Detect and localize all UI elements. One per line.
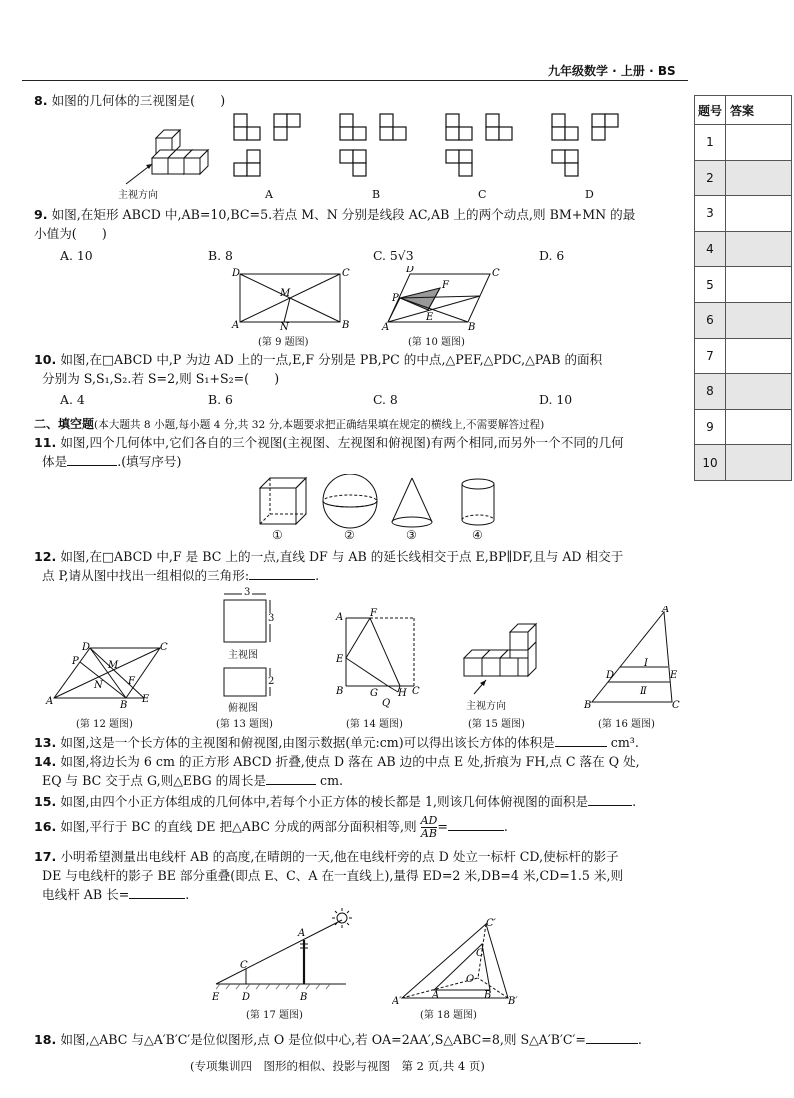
answer-row-num: 2: [695, 160, 726, 196]
svg-text:A′: A′: [392, 996, 402, 1006]
q9-option-c[interactable]: C. 5√3: [373, 248, 414, 263]
question-16: 16. 如图,平行于 BC 的直线 DE 把△ABC 分成的两部分面积相等,则 $\frac{AD}{AB}$ = .: [34, 814, 508, 840]
q10-figure: [380, 266, 510, 332]
q8-option-b[interactable]: B: [372, 188, 381, 201]
svg-text:D: D: [242, 992, 251, 1003]
q9-figure: [228, 266, 358, 332]
svg-text:A: A: [382, 322, 390, 332]
q9-option-d[interactable]: D. 6: [539, 248, 565, 263]
q8-option-c[interactable]: C: [478, 188, 487, 201]
q10-option-d[interactable]: D. 10: [539, 392, 573, 407]
answer-row-num: 6: [695, 302, 726, 338]
answer-row-num: 8: [695, 374, 726, 410]
svg-text:D: D: [82, 642, 91, 653]
q17-figure: [210, 906, 370, 1006]
answer-cell[interactable]: [726, 338, 792, 374]
answer-row-num: 4: [695, 231, 726, 267]
answer-blank[interactable]: [588, 793, 632, 806]
svg-text:O: O: [466, 974, 475, 985]
unit-text: cm³.: [610, 735, 639, 750]
question-11: [34, 433, 694, 471]
svg-text:C: C: [160, 642, 168, 653]
answer-cell[interactable]: [726, 445, 792, 481]
q13-front-label: 主视图: [228, 650, 258, 661]
svg-text:B′: B′: [508, 996, 518, 1006]
question-text: 体是: [42, 454, 68, 469]
q11-label-1: ①: [272, 528, 283, 542]
q9-option-a[interactable]: A. 10: [60, 248, 93, 263]
answer-cell[interactable]: [726, 374, 792, 410]
svg-text:B: B: [468, 322, 476, 332]
svg-text:E: E: [670, 670, 678, 681]
answer-row-num: 1: [695, 125, 726, 161]
answer-blank[interactable]: [67, 453, 117, 466]
svg-text:B: B: [342, 320, 350, 331]
question-14: [34, 752, 694, 790]
section-note: (本大题共 8 小题,每小题 4 分,共 32 分,本题要求把正确结果填在规定的横线上,不需要解答过程): [94, 419, 545, 431]
q12-caption: (第 12 题图): [76, 719, 133, 730]
svg-text:P: P: [72, 656, 79, 667]
answer-blank[interactable]: [129, 886, 185, 899]
question-text: 分别为 S,S₁,S₂.若 S=2,则 S₁+S₂=( ): [42, 371, 280, 386]
question-number: 8.: [34, 93, 48, 108]
unit-text: cm.: [320, 773, 344, 788]
svg-text:B: B: [336, 686, 344, 697]
answer-cell[interactable]: [726, 231, 792, 267]
q14-figure: [328, 606, 424, 716]
answer-table: [694, 95, 792, 481]
svg-text:F: F: [370, 608, 377, 619]
answer-blank[interactable]: [555, 734, 607, 747]
svg-text:C′: C′: [486, 918, 496, 929]
svg-text:F: F: [128, 676, 135, 687]
svg-text:F: F: [442, 280, 449, 291]
question-text: 如图,△ABC 与△A′B′C′是位似图形,点 O 是位似中心,若 OA=2AA′,S△ABC=8,则 S△A′B′C′=: [60, 1032, 586, 1047]
svg-text:C: C: [240, 960, 248, 971]
header-title: 九年级数学 · 上册 · BS: [548, 64, 676, 78]
answer-row-num: 7: [695, 338, 726, 374]
answer-cell[interactable]: [726, 160, 792, 196]
fraction-denominator: AB: [420, 827, 437, 840]
question-text: 点 P,请从图中找出一组相似的三角形:: [42, 568, 250, 583]
q8-option-a[interactable]: A: [265, 188, 273, 201]
q11-label-4: ④: [472, 528, 483, 542]
q15-figure: [456, 620, 546, 700]
svg-text:N: N: [94, 680, 103, 691]
q15-view-label: 主视方向: [466, 701, 506, 712]
question-number: 18.: [34, 1032, 57, 1047]
question-text: .(填写序号): [117, 454, 182, 469]
question-text: 如图,将边长为 6 cm 的正方形 ABCD 折叠,使点 D 落在 AB 边的中点 E 处,折痕为 FH,点 C 落在 Q 处,: [60, 754, 640, 769]
question-12: 12. 如图,在□ABCD 中,F 是 BC 上的一点,直线 DF 与 AB 的延长线相交于点 E,BP∥DF,且与 AD 相交于 点 P,请从图中找出一组相似的三角形: .: [34, 549, 624, 583]
q11-label-3: ③: [406, 528, 417, 542]
question-number: 16.: [34, 819, 57, 834]
svg-text:A: A: [662, 606, 670, 615]
q10-option-b[interactable]: B. 6: [208, 392, 233, 407]
answer-row-num: 9: [695, 409, 726, 445]
svg-text:D: D: [406, 266, 415, 275]
question-13: [34, 733, 639, 752]
question-text: 如图,这是一个长方体的主视图和俯视图,由图示数据(单元:cm)可以得出该长方体的体积是: [60, 735, 555, 750]
q16-caption: (第 16 题图): [598, 719, 655, 730]
question-10: [34, 350, 694, 388]
svg-text:N: N: [280, 322, 289, 332]
answer-cell[interactable]: [726, 267, 792, 303]
svg-text:Ⅰ: Ⅰ: [644, 658, 648, 669]
question-text: 小明希望测量出电线杆 AB 的高度,在晴朗的一天,他在电线杆旁的点 D 处立一标杆 CD,使标杆的影子: [60, 849, 619, 864]
question-number: 11.: [34, 435, 57, 450]
q10-option-a[interactable]: A. 4: [60, 392, 85, 407]
page-footer: (专项集训四 图形的相似、投影与视图 第 2 页,共 4 页): [190, 1059, 485, 1073]
q13-dim-depth: 2: [268, 676, 275, 687]
question-text: 如图,由四个小正方体组成的几何体中,若每个小正方体的棱长都是 1,则该几何体俯视图的面积是: [60, 794, 589, 809]
svg-text:H: H: [398, 688, 407, 699]
svg-text:E: E: [426, 312, 434, 323]
question-17: 17. 小明希望测量出电线杆 AB 的高度,在晴朗的一天,他在电线杆旁的点 D 处立一标杆 CD,使标杆的影子 DE 与电线杆的影子 BE 部分重叠(即点 E、C、A 在一直线上),量得 ED=2 米,DB=4 米,CD=1.5 米,则 电线杆 AB 长= .: [34, 849, 624, 902]
svg-text:A: A: [46, 696, 54, 707]
question-text: 如图,四个几何体中,它们各自的三个视图(主视图、左视图和俯视图)有两个相同,而另外一个不同的几何: [60, 435, 624, 450]
question-number: 14.: [34, 754, 57, 769]
svg-text:C: C: [412, 686, 420, 697]
svg-text:Ⅱ: Ⅱ: [640, 686, 647, 697]
question-number: 9.: [34, 207, 48, 222]
svg-text:D: D: [606, 670, 615, 681]
q13-top-label: 俯视图: [228, 703, 258, 714]
svg-text:E: E: [142, 694, 150, 705]
answer-blank[interactable]: [266, 772, 316, 785]
answer-blank[interactable]: [448, 818, 504, 831]
question-text: 如图的几何体的三视图是( ): [51, 93, 226, 108]
question-text: 电线杆 AB 长=: [42, 887, 130, 902]
q17-caption: (第 17 题图): [246, 1010, 303, 1021]
answer-cell[interactable]: [726, 125, 792, 161]
answer-cell[interactable]: [726, 409, 792, 445]
svg-text:Q: Q: [382, 698, 391, 709]
q10-option-c[interactable]: C. 8: [373, 392, 398, 407]
section-title: 二、填空题: [34, 417, 95, 431]
question-18: 18. 如图,△ABC 与△A′B′C′是位似图形,点 O 是位似中心,若 OA=2AA′,S△ABC=8,则 S△A′B′C′= .: [34, 1032, 642, 1047]
answer-row-num: 5: [695, 267, 726, 303]
svg-text:A: A: [232, 320, 240, 331]
q16-figure: [582, 606, 682, 712]
svg-text:M: M: [280, 288, 291, 299]
q13-dim-width: 3: [244, 587, 251, 598]
answer-blank[interactable]: [586, 1031, 638, 1044]
svg-text:A: A: [298, 928, 306, 939]
svg-text:C: C: [476, 948, 484, 959]
answer-blank[interactable]: [249, 567, 315, 580]
answer-row-num: 3: [695, 196, 726, 232]
svg-text:P: P: [392, 293, 399, 304]
question-15: 15. 如图,由四个小正方体组成的几何体中,若每个小正方体的棱长都是 1,则该几何体俯视图的面积是 .: [34, 794, 637, 809]
svg-text:C: C: [492, 268, 500, 279]
question-number: 13.: [34, 735, 57, 750]
q8-option-views: [232, 112, 672, 184]
q13-caption: (第 13 题图): [216, 719, 273, 730]
svg-text:C: C: [672, 700, 680, 711]
svg-text:B: B: [584, 700, 592, 711]
q9-caption: (第 9 题图): [258, 337, 309, 348]
svg-text:G: G: [370, 688, 378, 699]
svg-text:M: M: [108, 660, 119, 671]
question-text: EQ 与 BC 交于点 G,则△EBG 的周长是: [42, 773, 267, 788]
question-text: 如图,在□ABCD 中,P 为边 AD 上的一点,E,F 分别是 PB,PC 的中点,△PEF,△PDC,△PAB 的面积: [60, 352, 603, 367]
answer-table-ans-header: 答案: [726, 96, 792, 125]
svg-text:E: E: [336, 654, 344, 665]
q15-caption: (第 15 题图): [468, 719, 525, 730]
answer-cell[interactable]: [726, 196, 792, 232]
header-rule: [22, 80, 688, 81]
svg-text:E: E: [212, 992, 220, 1003]
q18-figure: [392, 918, 522, 1006]
answer-cell[interactable]: [726, 302, 792, 338]
q14-caption: (第 14 题图): [346, 719, 403, 730]
question-text: 小值为( ): [34, 226, 107, 241]
svg-text:B: B: [120, 700, 128, 711]
question-number: 15.: [34, 794, 57, 809]
q9-option-b[interactable]: B. 8: [208, 248, 233, 263]
q8-view-label: 主视方向: [118, 190, 158, 201]
svg-text:A: A: [336, 612, 344, 623]
q10-caption: (第 10 题图): [408, 337, 465, 348]
svg-text:B: B: [484, 990, 492, 1001]
answer-row-num: 10: [695, 445, 726, 481]
fraction-numerator: AD: [420, 814, 438, 827]
svg-text:A: A: [432, 990, 440, 1001]
section-2-heading: [34, 415, 544, 432]
question-number: 12.: [34, 549, 57, 564]
q18-caption: (第 18 题图): [420, 1010, 477, 1021]
q11-label-2: ②: [344, 528, 355, 542]
question-8: [34, 91, 225, 110]
question-text: 如图,在□ABCD 中,F 是 BC 上的一点,直线 DF 与 AB 的延长线相交于点 E,BP∥DF,且与 AD 相交于: [60, 549, 624, 564]
answer-table-num-header: 题号: [695, 96, 726, 125]
svg-text:C: C: [342, 268, 350, 279]
question-text: DE 与电线杆的影子 BE 部分重叠(即点 E、C、A 在一直线上),量得 ED=2 米,DB=4 米,CD=1.5 米,则: [42, 868, 624, 883]
question-number: 17.: [34, 849, 57, 864]
question-text: 如图,平行于 BC 的直线 DE 把△ABC 分成的两部分面积相等,则: [60, 819, 417, 834]
question-text: 如图,在矩形 ABCD 中,AB=10,BC=5.若点 M、N 分别是线段 AC,AB 上的两个动点,则 BM+MN 的最: [51, 207, 636, 222]
question-number: 10.: [34, 352, 57, 367]
equals-sign: =: [437, 819, 448, 834]
q12-figure: [44, 640, 174, 712]
svg-text:D: D: [232, 268, 241, 279]
q8-option-d[interactable]: D: [585, 188, 594, 201]
q13-dim-height: 3: [268, 613, 275, 624]
svg-text:B: B: [300, 992, 308, 1003]
question-9: [34, 205, 694, 243]
